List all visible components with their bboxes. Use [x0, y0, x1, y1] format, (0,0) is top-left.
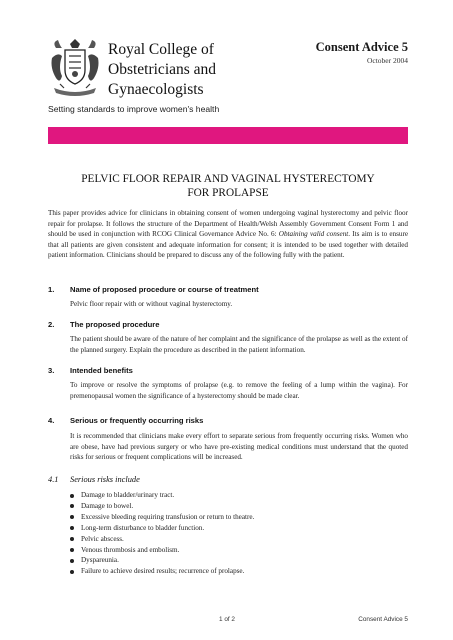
accent-bar	[48, 127, 408, 144]
list-item: Venous thrombosis and embolism.	[70, 545, 390, 556]
bullet-icon	[70, 559, 74, 563]
list-item: Pelvic abscess.	[70, 534, 390, 545]
section-title: The proposed procedure	[70, 320, 160, 329]
list-item: Long-term disturbance to bladder function.	[70, 523, 390, 534]
section-title: Name of proposed procedure or course of treatment	[70, 285, 259, 294]
subsection-number: 4.1	[48, 475, 59, 484]
list-item: Dyspareunia.	[70, 555, 390, 566]
serious-risks-list	[70, 490, 390, 577]
org-line-3: Gynaecologists	[108, 81, 204, 98]
bullet-icon	[70, 537, 74, 541]
section-number: 2.	[48, 320, 55, 329]
rcog-crest-logo	[48, 38, 102, 98]
list-item: Damage to bowel.	[70, 501, 390, 512]
section-1-heading	[48, 285, 259, 294]
section-title: Serious or frequently occurring risks	[70, 416, 204, 425]
section-3-heading	[48, 366, 133, 375]
bullet-icon	[70, 504, 74, 508]
list-item: Failure to achieve desired results; recurrence of prolapse.	[70, 566, 390, 577]
section-1-body: Pelvic floor repair with or without vaginal hysterectomy.	[70, 300, 233, 308]
section-number: 3.	[48, 366, 55, 375]
title-line-1: PELVIC FLOOR REPAIR AND VAGINAL HYSTERECTOMY	[81, 173, 375, 185]
title-line-2: FOR PROLAPSE	[187, 187, 269, 199]
subsection-4-1-heading	[48, 475, 140, 484]
intro-paragraph	[48, 208, 408, 261]
bullet-icon	[70, 548, 74, 552]
org-line-2: Obstetricians and	[108, 61, 217, 78]
document-title	[48, 172, 408, 200]
section-number: 4.	[48, 416, 55, 425]
section-title: Intended benefits	[70, 366, 133, 375]
list-item: Excessive bleeding requiring transfusion or return to theatre.	[70, 512, 390, 523]
intro-text-2: . Its aim is to ensure that all patients are given consistent and adequate information for consent; it is intended to be used together with detailed patient information. Clinicians should be prepared to discuss any of the following fully with the patient.	[48, 230, 409, 260]
bullet-icon	[70, 526, 74, 530]
advice-title: Consent Advice 5	[315, 40, 408, 54]
advice-date: October 2004	[366, 56, 408, 65]
organisation-name	[108, 40, 216, 100]
section-2-body: The patient should be aware of the nature of her complaint and the significance of the prolapse as well as the extent of the planned surgery. Explain the procedure as described in the patient information.	[70, 335, 408, 354]
footer-title: Consent Advice 5	[358, 616, 408, 623]
list-item: Damage to bladder/urinary tract.	[70, 490, 390, 501]
section-number: 1.	[48, 285, 55, 294]
section-4-body: It is recommended that clinicians make every effort to separate serious from frequently occurring risks. Women who are obese, have had previous surgery or who have pre-existing medical conditions must understand that the quoted risks for serious or frequent complications will be increased.	[70, 432, 408, 462]
tagline: Setting standards to improve women's health	[48, 104, 220, 114]
section-3-body: To improve or resolve the symptoms of prolapse (e.g. to remove the feeling of a lump within the vagina). For premenopausal women the significance of a hysterectomy should be made clear.	[70, 381, 408, 400]
bullet-icon	[70, 570, 74, 574]
subsection-title: Serious risks include	[70, 475, 140, 484]
page-number: 1 of 2	[219, 616, 235, 623]
intro-text-1: This paper provides advice for clinicians in obtaining consent of women undergoing vaginal hysterectomy and pelvic floor repair for prolapse. It follows the structure of the Department of Health/Welsh Assembly Government Consent Form 1 and should be used in conjunction with RCOG Clinical Governance Advice No. 6:	[48, 209, 408, 239]
intro-italic-title: Obtaining valid consent	[278, 230, 349, 239]
section-2-heading	[48, 320, 159, 329]
bullet-icon	[70, 494, 74, 498]
org-line-1: Royal College of	[108, 41, 214, 58]
bullet-icon	[70, 515, 74, 519]
section-4-heading	[48, 416, 203, 425]
